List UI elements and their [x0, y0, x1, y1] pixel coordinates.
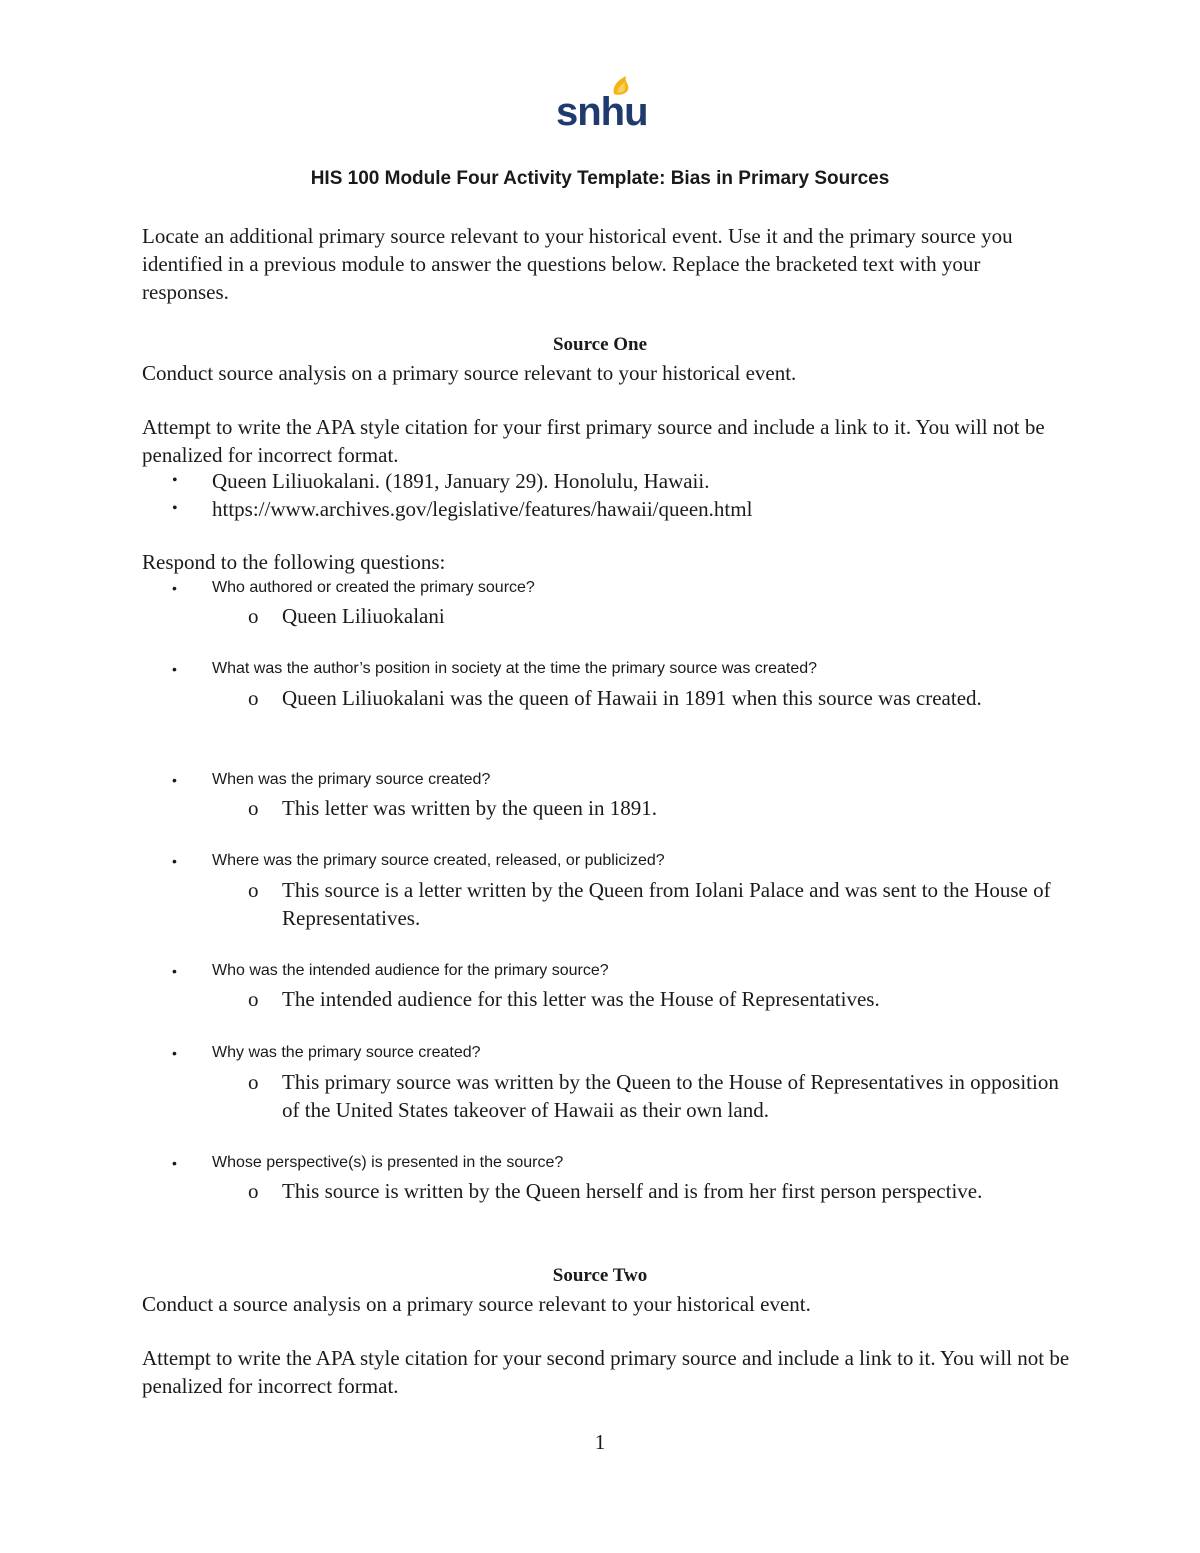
sub-bullet-icon: o [248, 987, 259, 1011]
bullet-icon: • [172, 500, 178, 517]
bullet-icon: • [172, 772, 177, 788]
bullet-icon: • [172, 1155, 177, 1171]
question-text: When was the primary source created? [212, 771, 491, 788]
logo-wordmark: snhu [556, 90, 648, 134]
bullet-icon: • [172, 472, 178, 489]
bullet-icon: • [172, 661, 177, 677]
sub-bullet-icon: o [248, 878, 259, 902]
question-text: Where was the primary source created, released, or publicized? [212, 852, 665, 869]
sub-bullet-icon: o [248, 796, 259, 820]
bullet-icon: • [172, 963, 177, 979]
question-text: Who was the intended audience for the primary source? [212, 962, 609, 979]
sub-bullet-icon: o [248, 1070, 259, 1094]
answer-text: This letter was written by the queen in 1891. [282, 796, 657, 820]
answer-text: This source is a letter written by the Queen from Iolani Palace and was sent to the House of Representatives. [282, 878, 1051, 930]
intro-paragraph: Locate an additional primary source relevant to your historical event. Use it and the primary source you identified in a previous module to answer the questions below. Replace the bracketed text with your responses. [142, 224, 1013, 304]
source-two-heading: Source Two [552, 1265, 648, 1286]
source-two-citation-prompt: Attempt to write the APA style citation for your second primary source and include a link to it. You will not be penalized for incorrect format. [142, 1346, 1070, 1398]
page-number: 1 [594, 1430, 606, 1454]
answer-text: Queen Liliuokalani [282, 604, 445, 628]
question-text: Whose perspective(s) is presented in the source? [212, 1154, 564, 1171]
questions-label: Respond to the following questions: [142, 550, 446, 574]
source-one-citation-prompt: Attempt to write the APA style citation for your first primary source and include a link to it. You will not be penalized for incorrect format. [142, 415, 1045, 467]
source-one-instruction: Conduct source analysis on a primary source relevant to your historical event. [142, 361, 797, 385]
question-text: Who authored or created the primary source? [212, 579, 535, 596]
citation-text: Queen Liliuokalani. (1891, January 29). Honolulu, Hawaii. [212, 469, 710, 493]
sub-bullet-icon: o [248, 604, 259, 628]
sub-bullet-icon: o [248, 1179, 259, 1203]
source-one-heading: Source One [552, 334, 648, 355]
answer-text: Queen Liliuokalani was the queen of Hawaii in 1891 when this source was created. [282, 686, 982, 710]
bullet-icon: • [172, 580, 177, 596]
bullet-icon: • [172, 853, 177, 869]
answer-text: This source is written by the Queen herself and is from her first person perspective. [282, 1179, 983, 1203]
bullet-icon: • [172, 1045, 177, 1061]
sub-bullet-icon: o [248, 686, 259, 710]
question-text: Why was the primary source created? [212, 1044, 481, 1061]
source-two-instruction: Conduct a source analysis on a primary source relevant to your historical event. [142, 1292, 811, 1316]
answer-text: The intended audience for this letter was the House of Representatives. [282, 987, 880, 1011]
snhu-logo [554, 72, 648, 134]
citation-link[interactable]: https://www.archives.gov/legislative/features/hawaii/queen.html [212, 497, 753, 521]
question-text: What was the author’s position in society at the time the primary source was created? [212, 660, 818, 677]
answer-text: This primary source was written by the Queen to the House of Representatives in opposition of the United States takeover of Hawaii as their own land. [282, 1070, 1059, 1122]
document-title: HIS 100 Module Four Activity Template: Bias in Primary Sources [310, 168, 890, 189]
